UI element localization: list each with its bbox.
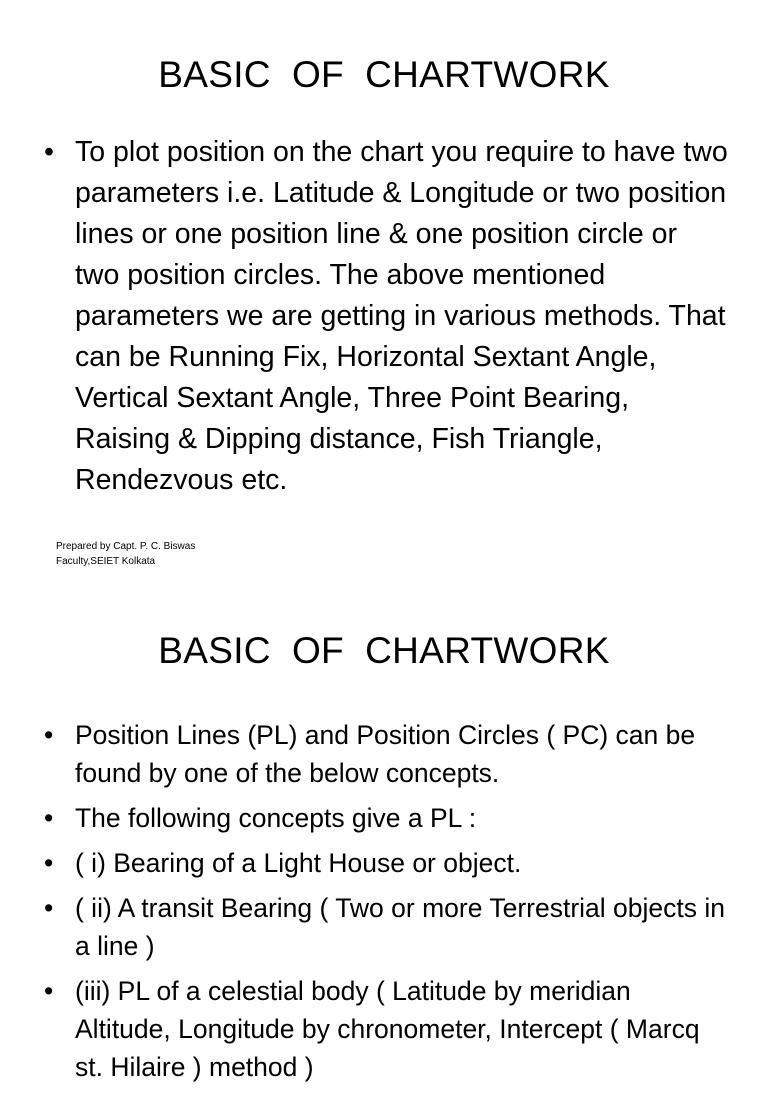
bullet-item	[44, 716, 728, 792]
footer-author: Prepared by Capt. P. C. Biswas	[56, 541, 196, 552]
bullet-item	[44, 844, 728, 882]
bullet-item	[44, 889, 728, 965]
footer-affiliation: Faculty,SEIET Kolkata	[56, 556, 156, 567]
bullet-text: ( ii) A transit Bearing ( Two or more Terrestrial objects in a line )	[75, 893, 725, 961]
bullet-dot-icon: •	[44, 720, 54, 750]
bullet-text: To plot position on the chart you require to have two parameters i.e. Latitude & Longitude or two position lines or one position line & one position circle or two position circles. The above mentioned parameters we are getting in various methods. That can be Running Fix, Horizontal Sextant Angle, Vertical Sextant Angle, Three Point Bearing, Raising & Dipping distance, Fish Triangle, Rendezvous etc.	[75, 136, 728, 496]
bullet-dot-icon: •	[44, 136, 54, 168]
bullet-item	[44, 132, 728, 501]
bullet-list	[44, 132, 728, 501]
slide-title: BASIC OF CHARTWORK	[158, 54, 610, 95]
bullet-text: The following concepts give a PL :	[75, 803, 477, 833]
bullet-dot-icon: •	[44, 893, 54, 923]
bullet-dot-icon: •	[44, 848, 54, 878]
slide-2	[0, 588, 768, 1082]
bullet-text: (iii) PL of a celestial body ( Latitude by meridian Altitude, Longitude by chronometer, Intercept ( Marcq st. Hilaire ) method )	[75, 976, 700, 1082]
slide-footer	[56, 539, 195, 569]
bullet-item	[44, 799, 728, 837]
bullet-dot-icon: •	[44, 976, 54, 1006]
bullet-text: ( i) Bearing of a Light House or object.	[75, 848, 522, 878]
slide-title: BASIC OF CHARTWORK	[158, 630, 610, 671]
bullet-text: Position Lines (PL) and Position Circles ( PC) can be found by one of the below concepts.	[75, 720, 696, 788]
bullet-list	[44, 716, 728, 1093]
bullet-item	[44, 972, 728, 1086]
bullet-dot-icon: •	[44, 803, 54, 833]
